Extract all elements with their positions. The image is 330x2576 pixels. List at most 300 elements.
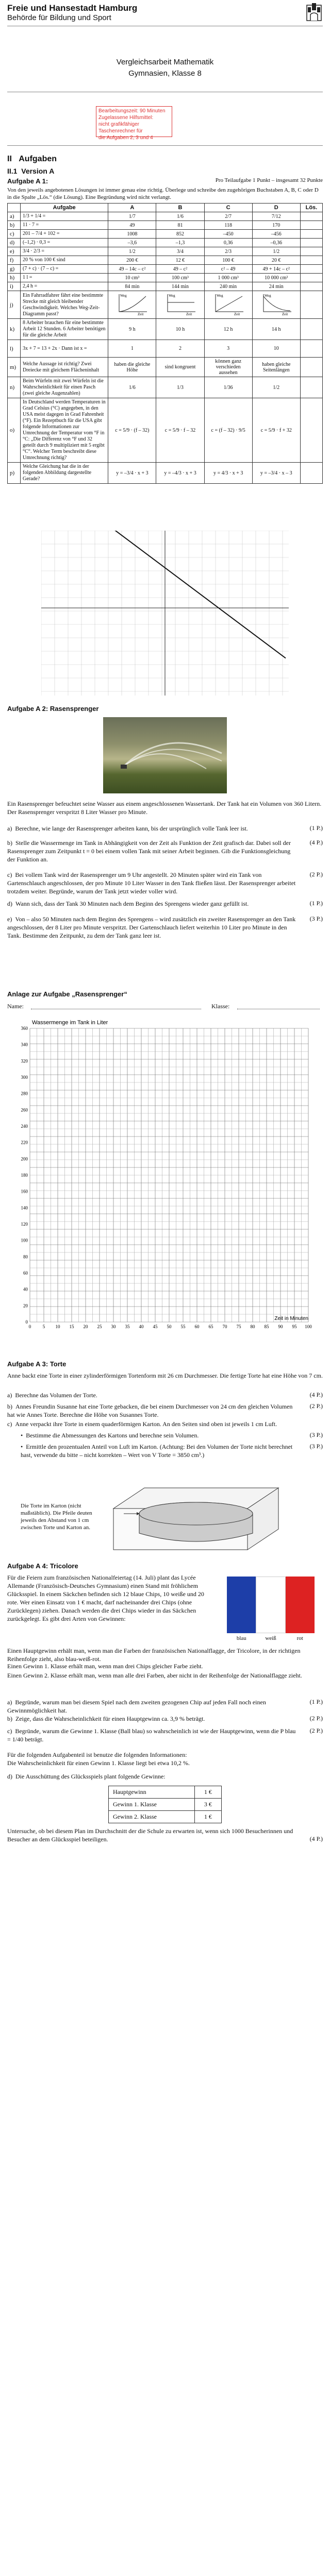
option-d: 1/2 xyxy=(252,247,300,256)
table-row xyxy=(8,221,323,230)
row-task: 1 l = xyxy=(20,274,108,282)
option-b: y = –4/3 · x + 3 xyxy=(156,463,204,484)
option-a xyxy=(108,291,156,319)
table-row xyxy=(8,358,323,377)
note-rule xyxy=(7,145,323,146)
part-points: (2 P.) xyxy=(309,1402,323,1410)
note-line: nicht grafikfähiger Taschenrechner für xyxy=(98,122,143,134)
option-c: können ganz verschieden aussehen xyxy=(204,358,252,377)
row-label: b) xyxy=(8,221,21,230)
part-text: Berechne das Volumen der Torte. xyxy=(15,1392,97,1399)
y-tick-label: 340 xyxy=(21,1042,28,1047)
x-tick-label: 30 xyxy=(111,1324,116,1329)
answer-cell[interactable] xyxy=(300,377,322,398)
part-points: (4 P.) xyxy=(309,839,323,846)
table-header-cell: D xyxy=(252,204,300,212)
option-a: 1/6 xyxy=(108,377,156,398)
y-tick-label: 80 xyxy=(23,1254,28,1260)
weg-zeit-graph-icon xyxy=(259,292,293,316)
part-text: Begründe, warum die Gewinne 1. Klasse (Ball blau) so wahrscheinlich ist wie der Hauptgewinn, wenn die P blau = 1/40 beträgt. xyxy=(7,1727,296,1743)
x-tick-label: 85 xyxy=(264,1324,269,1329)
part-text: Zeige, dass die Wahrscheinlichkeit für einen Hauptgewinn ca. 3,9 % beträgt. xyxy=(15,1715,205,1722)
part-label: d) xyxy=(7,900,12,907)
part-points: (3 P.) xyxy=(309,915,323,922)
row-label: d) xyxy=(8,239,21,247)
flag-label: weiß xyxy=(265,1635,276,1641)
aufgabe1-intro: Von den jeweils angebotenen Lösungen ist immer genau eine richtig. Überlege und schreibe den zugehörigen Buchstaben A, B, C oder D in die Spalte „Lös.“ (die Lösung). Eine Begründung wird nicht verlangt. xyxy=(7,187,319,200)
x-tick-label: 15 xyxy=(69,1324,74,1329)
table-row xyxy=(8,282,323,291)
aufgabe4-part xyxy=(7,1727,296,1743)
graph-axis-label: Weg xyxy=(216,294,223,298)
option-b: c = 5/9 · f – 32 xyxy=(156,398,204,463)
section-title: Aufgaben xyxy=(19,155,57,163)
subsection-title: Version A xyxy=(21,167,55,175)
x-tick-label: 60 xyxy=(194,1324,200,1329)
aufgabe4-part-d xyxy=(7,1772,323,1781)
flag-label: blau xyxy=(236,1635,246,1641)
note-line: Zugelassene Hilfsmittel: xyxy=(98,115,154,121)
option-b: 10 h xyxy=(156,319,204,340)
row-task: Beim Würfeln mit zwei Würfeln ist die Wahrscheinlichkeit für einen Pasch (zwei gleiche Augenzahlen) xyxy=(20,377,108,398)
flag-label: rot xyxy=(296,1635,303,1641)
aufgabe3-bullet: • Bestimme die Abmessungen des Kartons und berechne sein Volumen. xyxy=(21,1432,199,1439)
row-label: o) xyxy=(8,398,21,463)
klasse-label: Klasse: xyxy=(211,1003,230,1010)
table-row xyxy=(8,239,323,247)
weg-zeit-graph-icon xyxy=(163,292,197,316)
gewinn-value: 3 € xyxy=(194,1799,221,1811)
aufgabe4-extra-line: Für die folgenden Aufgabenteil ist benutze die folgenden Informationen: xyxy=(7,1751,187,1758)
option-c: 3 xyxy=(204,340,252,358)
part-text: Die Ausschüttung des Glücksspiels plant folgende Gewinne: xyxy=(15,1773,166,1780)
part-label: a) xyxy=(7,825,12,832)
row-task: (7 + c) · (7 – c) = xyxy=(20,265,108,274)
x-tick-label: 95 xyxy=(292,1324,297,1329)
gewinn-table xyxy=(108,1786,222,1823)
x-tick-label: 5 xyxy=(42,1324,45,1329)
row-task: 2,4 h = xyxy=(20,282,108,291)
bullet-points: (3 P.) xyxy=(309,1443,323,1450)
option-a: haben die gleiche Höhe xyxy=(108,358,156,377)
aufgabe4-final-text: Untersuche, ob bei diesem Plan im Durchschnitt der die Schule zu erwarten ist, wenn sich 1000 Besucherinnen und Besucher an dem Glücksspiel beteiligen. xyxy=(7,1827,293,1843)
subsection-heading xyxy=(7,167,54,175)
multiple-choice-table xyxy=(7,203,323,484)
y-tick-label: 320 xyxy=(21,1058,28,1064)
option-a: 200 € xyxy=(108,256,156,265)
part-points: (4 P.) xyxy=(309,1391,323,1398)
x-tick-label: 35 xyxy=(125,1324,130,1329)
option-c: 0,36 xyxy=(204,239,252,247)
table-row xyxy=(109,1799,222,1811)
option-a: –3,6 xyxy=(108,239,156,247)
graph-line xyxy=(58,531,286,658)
flag-labels xyxy=(227,1635,315,1641)
tricolore-flag xyxy=(227,1577,315,1633)
gewinn-name: Gewinn 1. Klasse xyxy=(109,1799,195,1811)
flag-white-stripe xyxy=(256,1577,286,1633)
table-row xyxy=(8,274,323,282)
x-tick-label: 45 xyxy=(153,1324,158,1329)
document-title: Vergleichsarbeit Mathematik xyxy=(116,58,214,66)
table-row xyxy=(8,230,323,239)
option-d: 10 xyxy=(252,340,300,358)
gewinn-table-wrap xyxy=(108,1786,222,1823)
hamburg-logo-icon xyxy=(305,2,323,23)
y-axis-title: Wassermenge im Tank in Liter xyxy=(32,1020,108,1026)
option-a: 10 cm³ xyxy=(108,274,156,282)
answer-cell[interactable] xyxy=(300,247,322,256)
part-label: c) xyxy=(7,871,12,878)
aufgabe3-part xyxy=(7,1391,296,1399)
table-row xyxy=(8,463,323,484)
aufgabe1-header xyxy=(7,177,323,185)
option-a: 1/2 xyxy=(108,247,156,256)
flag-blue-stripe xyxy=(227,1577,256,1633)
bullet-points: (3 P.) xyxy=(309,1431,323,1438)
row-task: 20 % von 100 € sind xyxy=(20,256,108,265)
option-c: 240 min xyxy=(204,282,252,291)
option-d xyxy=(252,291,300,319)
header-subtitle: Behörde für Bildung und Sport xyxy=(7,13,111,22)
x-tick-label: 75 xyxy=(236,1324,241,1329)
section-number: II xyxy=(7,155,12,163)
option-c xyxy=(204,291,252,319)
option-a: 49 xyxy=(108,221,156,230)
table-row xyxy=(8,247,323,256)
option-d: 10 000 cm³ xyxy=(252,274,300,282)
option-b: 81 xyxy=(156,221,204,230)
y-tick-label: 140 xyxy=(21,1205,28,1211)
option-c: 100 € xyxy=(204,256,252,265)
option-b: 1/6 xyxy=(156,212,204,221)
row-label: p) xyxy=(8,463,21,484)
aufgabe2-part xyxy=(7,824,296,833)
table-row xyxy=(8,377,323,398)
answer-cell[interactable] xyxy=(300,230,322,239)
answer-cell[interactable] xyxy=(300,274,322,282)
table-header-cell: Lös. xyxy=(300,204,322,212)
option-b: 12 € xyxy=(156,256,204,265)
part-points: (1 P.) xyxy=(309,900,323,907)
row-label: a) xyxy=(8,212,21,221)
table-row xyxy=(109,1811,222,1823)
option-c: c = (f – 32) · 9/5 xyxy=(204,398,252,463)
aufgabe2-title: Aufgabe A 2: Rasensprenger xyxy=(7,705,99,713)
part-label: e) xyxy=(7,916,12,923)
option-d: –456 xyxy=(252,230,300,239)
row-label: g) xyxy=(8,265,21,274)
option-a: 1/7 xyxy=(108,212,156,221)
aufgabe3-title: Aufgabe A 3: Torte xyxy=(7,1360,67,1368)
part-points: (2 P.) xyxy=(309,1715,323,1722)
aufgabe4-title-wrap xyxy=(7,1562,78,1570)
x-tick-label: 0 xyxy=(28,1324,31,1329)
part-points: (1 P.) xyxy=(309,824,323,832)
option-b: 1/3 xyxy=(156,377,204,398)
x-tick-label: 10 xyxy=(55,1324,60,1329)
table-row xyxy=(8,212,323,221)
x-tick-label: 40 xyxy=(139,1324,144,1329)
gewinn-value: 1 € xyxy=(194,1786,221,1799)
note-line: die Aufgaben 2, 3 und 4 xyxy=(98,135,153,141)
option-c: 118 xyxy=(204,221,252,230)
part-label: c) xyxy=(7,1727,12,1735)
y-tick-label: 240 xyxy=(21,1124,28,1129)
y-tick-label: 0 xyxy=(25,1319,28,1325)
part-points: (1 P.) xyxy=(309,1698,323,1705)
y-tick-label: 180 xyxy=(21,1173,28,1178)
y-tick-label: 40 xyxy=(23,1286,28,1292)
aufgabe1-table-wrap xyxy=(7,203,323,484)
option-c: –450 xyxy=(204,230,252,239)
aufgabe4-part xyxy=(7,1715,296,1723)
part-text: Bei vollem Tank wird der Rasensprenger um 9 Uhr angestellt. 20 Minuten später wird ein Tank von Gartenschlauch angeschlossen, der pro Minute 10 Liter Wasser in den Tank fließen lässt. Der Rasensprenger arbeitet trotzdem weiter. Begründe, warum der Tank jetzt wieder voller wird. xyxy=(7,871,296,895)
graph-axis-label: Zeit xyxy=(186,312,192,316)
row-label: l) xyxy=(8,340,21,358)
row-label: f) xyxy=(8,256,21,265)
option-b xyxy=(156,291,204,319)
weg-zeit-graph-icon xyxy=(211,292,245,316)
aufgabe1-title: Aufgabe A 1: xyxy=(7,177,48,185)
graph-axis-label: Zeit xyxy=(138,312,144,316)
option-d: haben gleiche Seitenlängen xyxy=(252,358,300,377)
table-row xyxy=(8,319,323,340)
x-tick-label: 25 xyxy=(97,1324,102,1329)
option-b: sind kongruent xyxy=(156,358,204,377)
bullet-text: Ermittle den prozentualen Anteil von Luft im Karton. (Achtung: Bei den Volumen der Torte nicht berechnet hast, verwende du bitte – nicht korrekten – Wert von V Torte = 3850 cm³.) xyxy=(21,1443,293,1459)
table-row xyxy=(109,1786,222,1799)
part-label: a) xyxy=(7,1392,12,1399)
answer-cell[interactable] xyxy=(300,319,322,340)
bullet-text: Bestimme die Abmessungen des Kartons und berechne sein Volumen. xyxy=(26,1432,199,1439)
aufgabe3-part xyxy=(7,1402,296,1419)
row-task: 8 Arbeiter brauchen für eine bestimmte Arbeit 12 Stunden. 6 Arbeiter benötigen für die gleiche Arbeit xyxy=(20,319,108,340)
row-task: Ein Fahrradfahrer fährt eine bestimmte Strecke mit gleich bleibender Geschwindigkeit. Welches Weg-Zeit-Diagramm passt? xyxy=(20,291,108,319)
aufgabe2-part xyxy=(7,915,296,940)
option-d: 14 h xyxy=(252,319,300,340)
aufgabe3-intro: Anne backt eine Torte in einer zylinderförmigen Tortenform mit 26 cm Durchmesser. Die fertige Torte hat eine Höhe von 7 cm. xyxy=(7,1372,323,1379)
table-row xyxy=(8,265,323,274)
graph-axis-label: Weg xyxy=(168,294,175,298)
sprinkler-illustration-icon xyxy=(103,717,227,793)
row-task: 3/4 · 2/3 = xyxy=(20,247,108,256)
answer-grid-chart[interactable] xyxy=(7,1018,323,1348)
document-title-block xyxy=(0,57,330,79)
answer-cell[interactable] xyxy=(300,256,322,265)
option-a: y = –3/4 · x + 3 xyxy=(108,463,156,484)
row-task: Welche Gleichung hat die in der folgenden Abbildung dargestellte Gerade? xyxy=(20,463,108,484)
table-header-row xyxy=(8,204,323,212)
weg-zeit-graph-icon xyxy=(115,292,149,316)
row-label: e) xyxy=(8,247,21,256)
part-text: Anne verpackt ihre Torte in einem quaderförmigen Karton. An den Seiten sind oben ist jeweils 1 cm Luft. xyxy=(15,1420,277,1428)
aufgabe4-final-points: (4 P.) xyxy=(309,1835,323,1842)
option-a: 1008 xyxy=(108,230,156,239)
row-task: 11 · 7 = xyxy=(20,221,108,230)
gewinn-description: Einen Hauptgewinn erhält man, wenn man die Farben der französischen Nationalflagge, der Tricolore, in der richtigen Reihenfolge zieht, also blau-weiß-rot. xyxy=(7,1647,301,1663)
y-tick-label: 120 xyxy=(21,1222,28,1227)
option-c: c² – 49 xyxy=(204,265,252,274)
answer-cell[interactable] xyxy=(300,265,322,274)
part-text: Wann sich, dass der Tank 30 Minuten nach dem Beginn des Sprengens wieder ganz gefüllt ist. xyxy=(15,900,249,907)
x-tick-label: 50 xyxy=(167,1324,172,1329)
anlage-title-wrap xyxy=(7,990,127,998)
option-b: 100 cm³ xyxy=(156,274,204,282)
option-b: 49 – c² xyxy=(156,265,204,274)
option-b: 144 min xyxy=(156,282,204,291)
answer-cell[interactable] xyxy=(300,463,322,484)
graph-axis-label: Zeit xyxy=(282,312,288,316)
table-header-cell xyxy=(8,204,21,212)
gewinn-name: Gewinn 2. Klasse xyxy=(109,1811,195,1823)
aufgabe4-intro: Für die Feiern zum französischen Nationalfeiertag (14. Juli) plant das Lycée Allemande (Französisch-Deutsches Gymnasium) einen Stand mit fröhlichem Glücksspiel. In einem Säckchen befinden sich 12 blaue Chips, 10 weiße und 20 rote. Wer einen Einsatz von 1 € macht, darf nacheinander drei Chips (ohne Zurücklegen) ziehen. Danach werden die drei Chips wieder in das Säckchen zurückgelegt. Es gibt drei Arten von Gewinnen: xyxy=(7,1574,204,1622)
part-label: b) xyxy=(7,1715,12,1722)
y-tick-label: 360 xyxy=(21,1026,28,1031)
aufgabe2-part xyxy=(7,871,296,895)
row-label: k) xyxy=(8,319,21,340)
part-label: a) xyxy=(7,1699,12,1706)
subsection-number: II.1 xyxy=(7,167,18,175)
gewinn-value: 1 € xyxy=(194,1811,221,1823)
aufgabe4-part xyxy=(7,1698,296,1715)
flag-red-stripe xyxy=(286,1577,315,1633)
option-b: 3/4 xyxy=(156,247,204,256)
part-points: (2 P.) xyxy=(309,1727,323,1734)
y-tick-label: 220 xyxy=(21,1140,28,1145)
x-axis-title: Zeit in Minuten xyxy=(274,1316,308,1321)
time-note-box xyxy=(96,106,172,141)
aufgabe2-part xyxy=(7,900,296,908)
y-tick-label: 100 xyxy=(21,1238,28,1243)
option-d: 1/2 xyxy=(252,377,300,398)
option-b: –1,3 xyxy=(156,239,204,247)
y-tick-label: 60 xyxy=(23,1270,28,1276)
option-d: c = 5/9 · f + 32 xyxy=(252,398,300,463)
y-tick-label: 260 xyxy=(21,1107,28,1113)
option-a: 9 h xyxy=(108,319,156,340)
answer-cell[interactable] xyxy=(300,282,322,291)
gewinn-description: Einen Gewinn 1. Klasse erhält man, wenn man drei Chips gleicher Farbe zieht. xyxy=(7,1663,203,1670)
option-d: 170 xyxy=(252,221,300,230)
row-label: c) xyxy=(8,230,21,239)
graph-axis-label: Weg xyxy=(120,294,127,298)
aufgabe2-intro: Ein Rasensprenger befeuchtet seine Wasser aus einem angeschlossenen Wassertank. Der Tank hat ein Volumen von 360 Litern. Der Rasensprenger verspritzt 8 Liter Wasser pro Minute. xyxy=(7,800,322,816)
option-d: 20 € xyxy=(252,256,300,265)
part-label: b) xyxy=(7,839,12,846)
option-c: y = 4/3 · x + 3 xyxy=(204,463,252,484)
row-label: n) xyxy=(8,377,21,398)
y-tick-label: 280 xyxy=(21,1091,28,1096)
x-tick-label: 80 xyxy=(250,1324,255,1329)
option-c: 2/3 xyxy=(204,247,252,256)
name-label: Name: xyxy=(7,1003,24,1010)
row-task: Welche Aussage ist richtig? Zwei Dreiecke mit gleichem Flächeninhalt xyxy=(20,358,108,377)
option-c: 1 000 cm³ xyxy=(204,274,252,282)
table-header-cell: C xyxy=(204,204,252,212)
graph-axis-label: Weg xyxy=(264,294,271,298)
row-task: 3x + 7 = 13 + 2x · Dann ist x = xyxy=(20,340,108,358)
sprinkler-photo xyxy=(103,717,227,793)
option-d: –0,36 xyxy=(252,239,300,247)
aufgabe3-bullet: • Ermittle den prozentualen Anteil von Luft im Karton. (Achtung: Bei den Volumen der Torte nicht berechnet hast, verwende du bitte – nicht korrekten – Wert von V Torte = 3850 cm³.) xyxy=(21,1443,293,1459)
option-c: 12 h xyxy=(204,319,252,340)
answer-cell[interactable] xyxy=(300,239,322,247)
aufgabe3-part xyxy=(7,1420,296,1428)
y-tick-label: 160 xyxy=(21,1189,28,1194)
option-c: 2/7 xyxy=(204,212,252,221)
answer-cell[interactable] xyxy=(300,340,322,358)
part-points: (2 P.) xyxy=(309,871,323,878)
aufgabe2-title-wrap xyxy=(7,705,98,713)
x-tick-label: 100 xyxy=(305,1324,312,1329)
table-row xyxy=(8,256,323,265)
row-label: j) xyxy=(8,291,21,319)
y-tick-label: 300 xyxy=(21,1075,28,1080)
table-row xyxy=(8,398,323,463)
x-tick-label: 20 xyxy=(83,1324,88,1329)
x-tick-label: 70 xyxy=(222,1324,227,1329)
answer-cell[interactable] xyxy=(300,212,322,221)
answer-cell[interactable] xyxy=(300,221,322,230)
x-tick-label: 90 xyxy=(278,1324,283,1329)
torte-karton-figure xyxy=(103,1478,289,1555)
x-tick-label: 55 xyxy=(180,1324,186,1329)
aufgabe1-points: Pro Teilaufgabe 1 Punkt – insgesamt 32 Punkte xyxy=(215,177,323,183)
row-label: i) xyxy=(8,282,21,291)
option-d: 24 min xyxy=(252,282,300,291)
table-row xyxy=(8,291,323,319)
part-text: Stelle die Wassermenge im Tank in Abhängigkeit von der Zeit als Funktion der Zeit grafisch dar. Dabei soll der Rasensprenger zum Zeitpunkt t = 0 bei einem vollen Tank mit seiner Arbeit beginnen. Gib die Funktionsgleichung der Funktion an. xyxy=(7,839,291,863)
torte-caption: Die Torte im Karton (nicht maßstäblich). Die Pfeile deuten jeweils den Abstand von 1 cm zwischen Torte und Karton an. xyxy=(21,1503,92,1531)
answer-cell[interactable] xyxy=(300,291,322,319)
table-row xyxy=(8,340,323,358)
row-label: m) xyxy=(8,358,21,377)
aufgabe3-title-wrap xyxy=(7,1360,66,1368)
row-task: (–1,2) · 0,3 = xyxy=(20,239,108,247)
part-label: c) xyxy=(7,1420,12,1428)
header-title: Freie und Hansestadt Hamburg xyxy=(7,3,138,13)
answer-cell[interactable] xyxy=(300,358,322,377)
option-b: 2 xyxy=(156,340,204,358)
document-subtitle: Gymnasien, Klasse 8 xyxy=(128,69,202,78)
option-b: 852 xyxy=(156,230,204,239)
note-line: Bearbeitungszeit: 90 Minuten xyxy=(98,108,166,114)
y-tick-label: 20 xyxy=(23,1303,28,1309)
x-tick-label: 65 xyxy=(208,1324,213,1329)
table-header-cell: Aufgabe xyxy=(20,204,108,212)
part-label: b) xyxy=(7,1403,12,1410)
row-task: 1/3 + 1/4 = xyxy=(20,212,108,221)
answer-cell[interactable] xyxy=(300,398,322,463)
anlage-title: Anlage zur Aufgabe „Rasensprenger“ xyxy=(7,990,127,998)
option-d: 49 + 14c – c² xyxy=(252,265,300,274)
option-a: 84 min xyxy=(108,282,156,291)
part-text: Begründe, warum man bei diesem Spiel nach dem zweiten gezogenen Chip auf jeden Fall noch einen Gewinnmöglichkeit hat. xyxy=(7,1699,266,1714)
row-task: In Deutschland werden Temperaturen in Grad Celsius (°C) angegeben, in den USA meist dagegen in Grad Fahrenheit (°F). Ein Rezeptbuch für die USA gibt folgende Informationen zur Umrechnung der Temperatur vom °F in °C: „Die Differenz von °F und 32 geteilt durch 9 multipliziert mit 5 ergibt °C“. Welcher Term beschreibt diese Umrechnung richtig? xyxy=(20,398,108,463)
graph-axis-label: Zeit xyxy=(234,312,240,316)
table-header-cell: B xyxy=(156,204,204,212)
gewinn-description: Einen Gewinn 2. Klasse erhält man, wenn man alle drei Farben, aber nicht in der Reihenfolge der Nationalflagge zieht. xyxy=(7,1672,302,1679)
part-text: Annes Freundin Susanne hat eine Torte gebacken, die bei einem Durchmesser von 24 cm den gleichen Volumen hat wie Annes Torte. Berechne die Höhe von Susannes Torte. xyxy=(7,1403,293,1418)
option-a: 1 xyxy=(108,340,156,358)
option-d: y = –3/4 · x – 3 xyxy=(252,463,300,484)
row-label: h) xyxy=(8,274,21,282)
option-a: 49 – 14c – c² xyxy=(108,265,156,274)
aufgabe4-extra-line: Die Wahrscheinlichkeit für einen Gewinn 1. Klasse liegt bei etwa 10,2 %. xyxy=(7,1759,190,1767)
line-graph-figure xyxy=(41,531,289,696)
section-heading xyxy=(7,155,57,164)
